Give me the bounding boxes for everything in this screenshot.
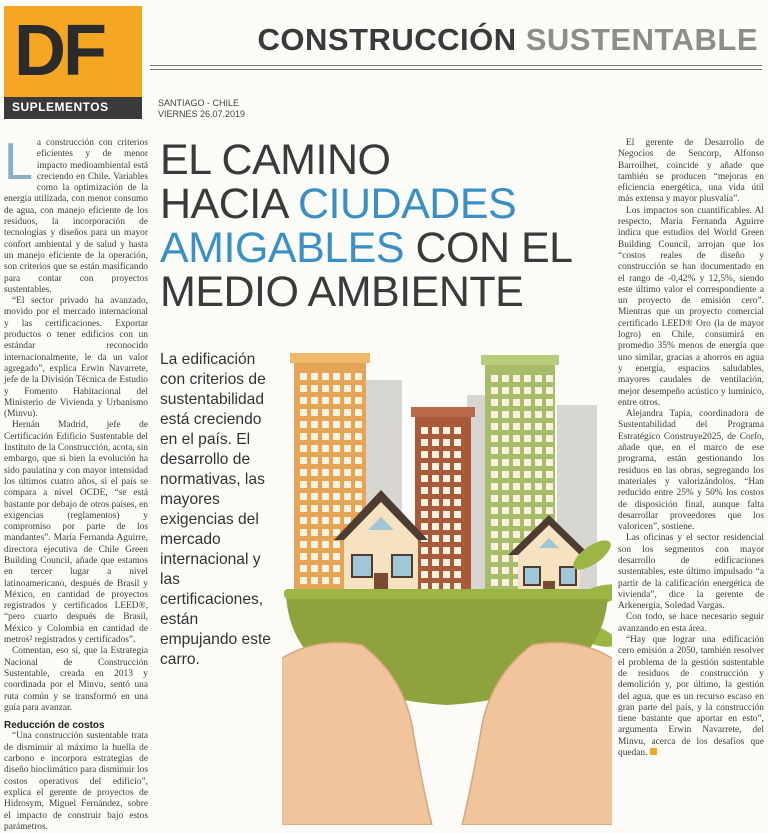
window — [546, 495, 553, 502]
window — [443, 523, 450, 530]
window — [311, 397, 318, 404]
window — [421, 559, 428, 566]
paragraph — [618, 635, 764, 759]
window — [546, 447, 553, 454]
window — [513, 447, 520, 454]
window — [454, 499, 461, 506]
window — [491, 579, 498, 586]
window — [524, 519, 531, 526]
section-title — [257, 22, 758, 58]
window — [432, 451, 439, 458]
window — [355, 469, 362, 476]
paragraph: Las oficinas y el sector residencial son los segmentos con mayor desarrollo de edificaciones sustentables, este último impulsado “a partir de la calificación energética de vivienda”, dice la gerente de Arkenergía, Soledad Vargas. — [618, 533, 764, 612]
window — [524, 459, 531, 466]
window — [311, 493, 318, 500]
window — [443, 451, 450, 458]
window — [432, 559, 439, 566]
window — [546, 483, 553, 490]
window — [491, 447, 498, 454]
headline-text-blue: AMIGABLES — [160, 224, 405, 272]
window — [322, 469, 329, 476]
window — [421, 439, 428, 446]
window — [322, 373, 329, 380]
window — [432, 523, 439, 530]
window — [421, 523, 428, 530]
window — [443, 487, 450, 494]
window — [300, 553, 307, 560]
window — [355, 373, 362, 380]
window — [443, 475, 450, 482]
paragraph: Comentan, eso sí, que la Estrategia Nacional de Construcción Sustentable, creada en 2013 y coordinada por el Minvu, sentó una ruta común y se transformó en una guía para avanzar. — [4, 646, 148, 713]
window — [333, 541, 340, 548]
window — [333, 433, 340, 440]
paragraph: Hernán Madrid, jefe de Certificación Edificio Sustentable del Instituto de la Construcción, acota, sin embargo, que si bien la evolución ha sido paulatina y con mayor intensidad los últimos cuatro años, si el país se compara a nivel OCDE, “se está bastante por debajo de otros países, en exigencias (reglamentos) y compromiso por parte de los mandantes”. María Fernanda Aguirre, directora ejecutiva de Chile Green Building Council, añade que estamos en tercer lugar a nivel latinoamericano, después de Brasil y México, en cantidad de proyectos registrados y certificados LEED®, “pero cuarto después de Brasil, México y Colombia en cantidad de metros² registrados y certificados”. — [4, 420, 148, 646]
window — [311, 457, 318, 464]
window — [322, 565, 329, 572]
window — [535, 459, 542, 466]
window — [535, 411, 542, 418]
window — [502, 471, 509, 478]
window — [535, 495, 542, 502]
paragraph: Alejandra Tapia, coordinadora de Sustentabilidad del Programa Estratégico Construye2025, de Corfo, añade que, en el marco de ese programa, están gestionando los residuos en las obras, segregando los materiales y valorizándolos. “Han reducido entre 25% y 50% los costos de disposición final, aunque falta desarrollar proveedores que los valoricen”, sostiene. — [618, 409, 764, 533]
window — [355, 457, 362, 464]
window — [432, 571, 439, 578]
window — [344, 385, 351, 392]
window — [355, 397, 362, 404]
window — [491, 507, 498, 514]
window — [502, 531, 509, 538]
window — [491, 435, 498, 442]
window — [524, 399, 531, 406]
window — [513, 519, 520, 526]
paragraph: “El sector privado ha avanzado, movido por el mercado internacional y las certificaciones. Exportar productos o tener edificios con un estándar reconocido internacionalmente, le da un valor agregado”, explica Erwin Navarrete, jefe de la División Técnica de Estudio y Fomento Habitacional del Ministerio de Vivienda y Urbanismo (Minvu). — [4, 296, 148, 420]
window — [502, 567, 509, 574]
window — [491, 375, 498, 382]
window — [502, 579, 509, 586]
window — [524, 447, 531, 454]
window — [333, 457, 340, 464]
window — [322, 529, 329, 536]
window — [300, 493, 307, 500]
window — [311, 541, 318, 548]
window — [300, 565, 307, 572]
left-column — [4, 133, 148, 833]
divider — [150, 65, 762, 66]
window — [333, 385, 340, 392]
window — [491, 411, 498, 418]
window — [502, 375, 509, 382]
window — [322, 397, 329, 404]
window — [502, 411, 509, 418]
city-illustration — [282, 345, 612, 825]
window — [535, 435, 542, 442]
right-column — [618, 138, 764, 759]
window — [311, 433, 318, 440]
paragraph: “Una construcción sustentable trata de disminuir al máximo la huella de carbono e incorpora estrategias de diseño bioclimático para disminuir los costos operativos del edificio”, explica el gerente de proyectos de Hidrosym, Miguel Fernández, sobre el impacto de construir bajo estos parámetros. — [4, 731, 148, 832]
window — [502, 483, 509, 490]
window — [322, 433, 329, 440]
window — [502, 495, 509, 502]
paragraph-text: a construcción con criterios eficientes y de menor impacto medioambiental está creciendo en Chile. Variables como la optimización de la energía utilizada, con menor consumo de agua, con manejo eficiente de los residuos, la incorporación de tecnologías y diseños para un mayor confort ambiental y de salud y hasta un manejo eficiente de la operación, son criterios que se están masificando para contar con proyectos sustentables. — [4, 138, 148, 295]
headline-line — [160, 182, 600, 226]
building-brown — [411, 407, 475, 613]
window — [443, 547, 450, 554]
window — [311, 529, 318, 536]
window — [322, 577, 329, 584]
window — [535, 387, 542, 394]
window — [546, 387, 553, 394]
supplement-label: SUPLEMENTOS — [12, 100, 109, 114]
window — [333, 421, 340, 428]
paragraph-text: “Hay que lograr una edificación cero emisión a 2050, también resolver el problema de la gestión sustentable de residuos de construcción y demolición y, por último, la gestión del agua, que es un recurso escaso en gran parte del país, y la construcción tiene bastante que aportar en esto”, argumenta Erwin Navarrete, del Minvu, acerca de los desafíos que quedan. — [618, 635, 764, 759]
window — [443, 427, 450, 434]
window — [333, 553, 340, 560]
window — [421, 547, 428, 554]
window — [322, 493, 329, 500]
headline — [160, 138, 600, 314]
window — [432, 463, 439, 470]
end-mark — [650, 748, 657, 755]
window — [333, 469, 340, 476]
window — [344, 505, 351, 512]
window — [311, 373, 318, 380]
window — [300, 469, 307, 476]
window — [322, 445, 329, 452]
window — [300, 517, 307, 524]
window — [432, 511, 439, 518]
window — [443, 571, 450, 578]
window — [546, 507, 553, 514]
window — [421, 571, 428, 578]
window — [491, 567, 498, 574]
window — [535, 399, 542, 406]
window — [355, 505, 362, 512]
paragraph: Los impactos son cuantificables. Al respecto, María Fernanda Aguirre indica que estudios del World Green Building Council, arrojan que los “costos reales de diseño y construcción se han documentado en el rango de -0,42% y 12,5%, siendo este último valor el correspondiente a un proyecto de emisión cero”. Mientras que un proyecto comercial certificado LEED® Oro (la de mayor logro) en Chile, consumirá en promedio 35% menos de energía que uno similar, gracias a ahorros en agua y energía, espacios saludables, mayores caudales de ventilación, mejor desempeño acústico y lumínico, entre otros. — [618, 205, 764, 408]
window — [300, 541, 307, 548]
window — [311, 481, 318, 488]
window — [491, 387, 498, 394]
window — [491, 543, 498, 550]
window — [344, 433, 351, 440]
date: VIERNES 26.07.2019 — [158, 109, 246, 119]
window — [502, 555, 509, 562]
window — [311, 517, 318, 524]
window — [491, 471, 498, 478]
df-logo — [4, 6, 142, 119]
window — [535, 507, 542, 514]
window — [502, 543, 509, 550]
window — [421, 427, 428, 434]
window — [300, 397, 307, 404]
window — [524, 423, 531, 430]
window — [454, 583, 461, 590]
window — [311, 409, 318, 416]
window — [322, 385, 329, 392]
window — [333, 409, 340, 416]
window — [454, 535, 461, 542]
window — [355, 385, 362, 392]
window — [454, 571, 461, 578]
window — [344, 469, 351, 476]
window — [344, 421, 351, 428]
window — [513, 387, 520, 394]
window — [443, 499, 450, 506]
window — [546, 459, 553, 466]
window — [454, 439, 461, 446]
window — [322, 457, 329, 464]
window — [300, 505, 307, 512]
window — [322, 409, 329, 416]
window — [454, 511, 461, 518]
window — [546, 471, 553, 478]
window — [333, 493, 340, 500]
window — [432, 487, 439, 494]
subheading: Reducción de costos — [4, 720, 105, 732]
window — [535, 447, 542, 454]
window — [502, 507, 509, 514]
headline-line: EL CAMINO — [160, 136, 391, 184]
window — [491, 531, 498, 538]
window — [355, 421, 362, 428]
window — [443, 439, 450, 446]
window — [524, 495, 531, 502]
window — [421, 499, 428, 506]
window — [300, 457, 307, 464]
window — [421, 511, 428, 518]
window — [300, 577, 307, 584]
window — [421, 475, 428, 482]
window — [513, 375, 520, 382]
window — [300, 433, 307, 440]
window — [344, 493, 351, 500]
window — [502, 459, 509, 466]
window — [322, 553, 329, 560]
window — [322, 505, 329, 512]
window — [300, 409, 307, 416]
window — [322, 481, 329, 488]
city: SANTIAGO - CHILE — [158, 98, 240, 108]
window — [491, 555, 498, 562]
window — [355, 409, 362, 416]
window — [513, 471, 520, 478]
window — [546, 399, 553, 406]
window — [502, 387, 509, 394]
window — [355, 493, 362, 500]
window — [535, 375, 542, 382]
window — [454, 475, 461, 482]
window — [421, 583, 428, 590]
window — [513, 459, 520, 466]
window — [491, 399, 498, 406]
window — [344, 445, 351, 452]
window — [513, 399, 520, 406]
window — [344, 397, 351, 404]
window — [344, 481, 351, 488]
window — [443, 511, 450, 518]
window — [535, 423, 542, 430]
paragraph: El gerente de Desarrollo de Negocios de Sencorp, Alfonso Barroilhet, coincide y añade que también se producen “mejoras en eficiencia energética, una vida útil más extensa y mayor plusvalía”. — [618, 138, 764, 205]
window — [311, 385, 318, 392]
window — [502, 519, 509, 526]
window — [454, 487, 461, 494]
window — [311, 445, 318, 452]
supplement-bar — [4, 97, 142, 119]
window — [535, 483, 542, 490]
window — [546, 411, 553, 418]
window — [333, 565, 340, 572]
window — [491, 519, 498, 526]
window — [454, 523, 461, 530]
window — [311, 553, 318, 560]
window — [432, 439, 439, 446]
window — [300, 421, 307, 428]
window — [454, 463, 461, 470]
window — [524, 411, 531, 418]
window — [421, 463, 428, 470]
window — [333, 481, 340, 488]
window — [300, 529, 307, 536]
window — [513, 423, 520, 430]
window — [524, 375, 531, 382]
window — [344, 457, 351, 464]
window — [355, 481, 362, 488]
window — [300, 445, 307, 452]
window — [322, 421, 329, 428]
window — [454, 451, 461, 458]
window — [333, 445, 340, 452]
lede: La edificación con criterios de sustentabilidad está creciendo en el país. El desarrollo de normativas, las mayores exigencias del mercado internacional y las certificaciones, están empujando este carro. — [160, 351, 271, 668]
window — [333, 517, 340, 524]
window — [300, 481, 307, 488]
window — [491, 495, 498, 502]
window — [311, 577, 318, 584]
window — [421, 451, 428, 458]
window — [333, 505, 340, 512]
headline-line: MEDIO AMBIENTE — [160, 268, 524, 316]
paragraph — [4, 133, 148, 296]
window — [454, 547, 461, 554]
window — [546, 435, 553, 442]
window — [502, 435, 509, 442]
window — [454, 559, 461, 566]
window — [524, 471, 531, 478]
window — [524, 507, 531, 514]
drop-cap: L — [4, 133, 33, 191]
window — [546, 423, 553, 430]
window — [311, 505, 318, 512]
window — [432, 547, 439, 554]
window — [421, 487, 428, 494]
window — [443, 535, 450, 542]
window — [432, 499, 439, 506]
window — [344, 517, 351, 524]
headline-text: HACIA — [160, 180, 298, 228]
window — [491, 459, 498, 466]
window — [311, 421, 318, 428]
window — [432, 427, 439, 434]
section-title-b: SUSTENTABLE — [525, 22, 758, 57]
window — [502, 447, 509, 454]
window — [524, 387, 531, 394]
window — [491, 483, 498, 490]
dateline — [158, 98, 245, 120]
window — [546, 375, 553, 382]
window — [432, 535, 439, 542]
window — [513, 531, 520, 538]
window — [502, 423, 509, 430]
paragraph: Con todo, se hace necesario seguir avanzando en esta área. — [618, 612, 764, 634]
window — [300, 385, 307, 392]
window — [355, 433, 362, 440]
window — [333, 373, 340, 380]
window — [513, 411, 520, 418]
window — [333, 397, 340, 404]
headline-line — [160, 226, 600, 270]
window — [311, 565, 318, 572]
window — [513, 435, 520, 442]
window — [322, 517, 329, 524]
window — [432, 583, 439, 590]
window — [502, 399, 509, 406]
logo-text: DF — [14, 11, 104, 91]
window — [535, 471, 542, 478]
window — [322, 541, 329, 548]
window — [333, 577, 340, 584]
window — [344, 373, 351, 380]
window — [432, 475, 439, 482]
window — [300, 373, 307, 380]
window — [524, 483, 531, 490]
window — [311, 469, 318, 476]
window — [491, 423, 498, 430]
window — [454, 427, 461, 434]
window — [524, 435, 531, 442]
headline-text-blue: CIUDADES — [298, 180, 517, 228]
window — [443, 559, 450, 566]
headline-text: CON EL — [404, 224, 573, 272]
window — [355, 445, 362, 452]
section-title-a: CONSTRUCCIÓN — [257, 22, 517, 57]
window — [513, 495, 520, 502]
window — [443, 463, 450, 470]
window — [344, 409, 351, 416]
window — [513, 483, 520, 490]
window — [443, 583, 450, 590]
window — [513, 507, 520, 514]
divider — [150, 69, 762, 70]
